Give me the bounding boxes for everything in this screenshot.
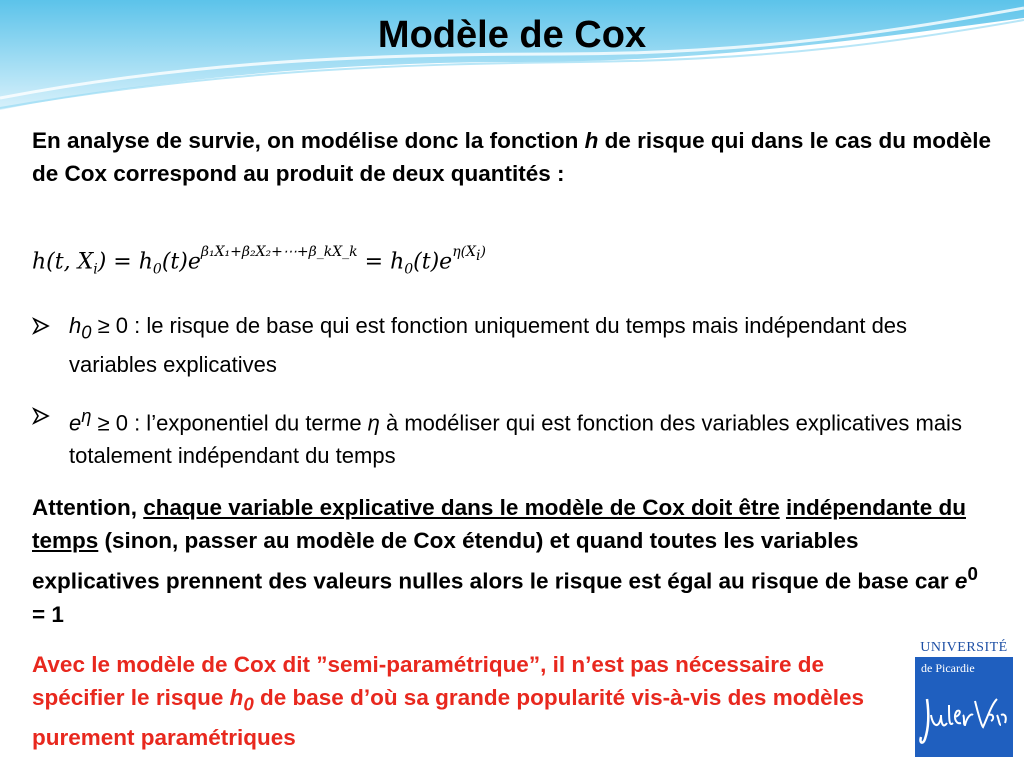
bullet-e-desc-a: ≥ 0 : l’exponentiel du terme bbox=[91, 410, 368, 436]
attention-rest: (sinon, passer au modèle de Cox étendu) et quand toutes les variables explicatives prennent des valeurs nulles alors le risque est égal au risque de base car bbox=[32, 528, 955, 594]
formula-exponent-end: ) bbox=[480, 244, 486, 260]
bullet-h0-text bbox=[69, 309, 962, 381]
bullet-e-eta bbox=[32, 399, 962, 472]
bullet-e-desc-b: à modéliser qui est fonction des variables explicatives mais totalement indépendant du temps bbox=[69, 410, 962, 469]
formula-exponent-eta: η(X bbox=[452, 244, 477, 260]
formula-exponent-linear: β₁X₁+β₂X₂+⋯+β_kX_k bbox=[200, 244, 358, 260]
formula-lhs-sub: i bbox=[93, 261, 98, 278]
bullet-e-var: e bbox=[69, 410, 82, 436]
arrow-bullet-icon bbox=[32, 399, 62, 434]
arrow-bullet-icon bbox=[32, 309, 62, 344]
formula-h0-sub: 0 bbox=[152, 261, 162, 278]
intro-paragraph bbox=[32, 124, 992, 190]
formula-mid2: (t)e bbox=[413, 249, 453, 275]
attention-paragraph bbox=[32, 491, 992, 631]
formula-lhs: h(t, X bbox=[32, 249, 94, 275]
slide-title: Modèle de Cox bbox=[377, 14, 647, 56]
red-note-h-sub: 0 bbox=[243, 693, 254, 715]
formula-exponent-eta-sub: i bbox=[476, 247, 481, 264]
attention-lead: Attention, bbox=[32, 495, 144, 520]
formula-h0-sub-2: 0 bbox=[404, 261, 414, 278]
university-logo bbox=[912, 640, 1016, 758]
bullet-e-sup: η bbox=[81, 405, 92, 426]
red-note-h: h bbox=[229, 685, 244, 710]
red-note-paragraph bbox=[32, 648, 882, 754]
cox-formula bbox=[32, 244, 486, 278]
intro-text-1: En analyse de survie, on modélise donc la fonction bbox=[32, 128, 585, 153]
intro-h: h bbox=[584, 128, 599, 153]
logo-universite: UNIVERSITÉ bbox=[920, 640, 1008, 655]
logo-box bbox=[915, 657, 1013, 757]
formula-mid: (t)e bbox=[161, 249, 201, 275]
bullet-h0-var: h bbox=[69, 313, 82, 338]
bullet-e-eta-text bbox=[69, 399, 962, 472]
red-note-text-1: Avec le modèle de Cox dit ”semi-paramétrique”, il n’est pas nécessaire de spécifier le risque bbox=[32, 652, 824, 710]
attention-underlined-2: indépendante du temps bbox=[32, 495, 966, 553]
bullet-eta: η bbox=[367, 410, 380, 436]
logo-signature-icon bbox=[915, 657, 1013, 757]
red-note-text-2: de base d’où sa grande popularité vis-à-vis des modèles purement paramétriques bbox=[32, 685, 864, 750]
bullet-h0-desc: ≥ 0 : le risque de base qui est fonction uniquement du temps mais indépendant des variables explicatives bbox=[69, 313, 908, 378]
formula-eq2: = h bbox=[357, 249, 405, 275]
attention-end: = 1 bbox=[32, 601, 64, 627]
attention-e: e bbox=[954, 568, 968, 594]
attention-underlined-1: chaque variable explicative dans le modèle de Cox doit être bbox=[143, 495, 780, 520]
intro-text-2: de risque qui dans le cas du modèle de Cox correspond au produit de deux quantités : bbox=[32, 128, 991, 186]
formula-eq1: ) = h bbox=[97, 249, 153, 275]
bullet-h0 bbox=[32, 309, 962, 381]
attention-e-sup: 0 bbox=[967, 563, 978, 584]
bullet-h0-sub: 0 bbox=[81, 321, 92, 343]
logo-de-picardie: de Picardie bbox=[921, 661, 975, 675]
